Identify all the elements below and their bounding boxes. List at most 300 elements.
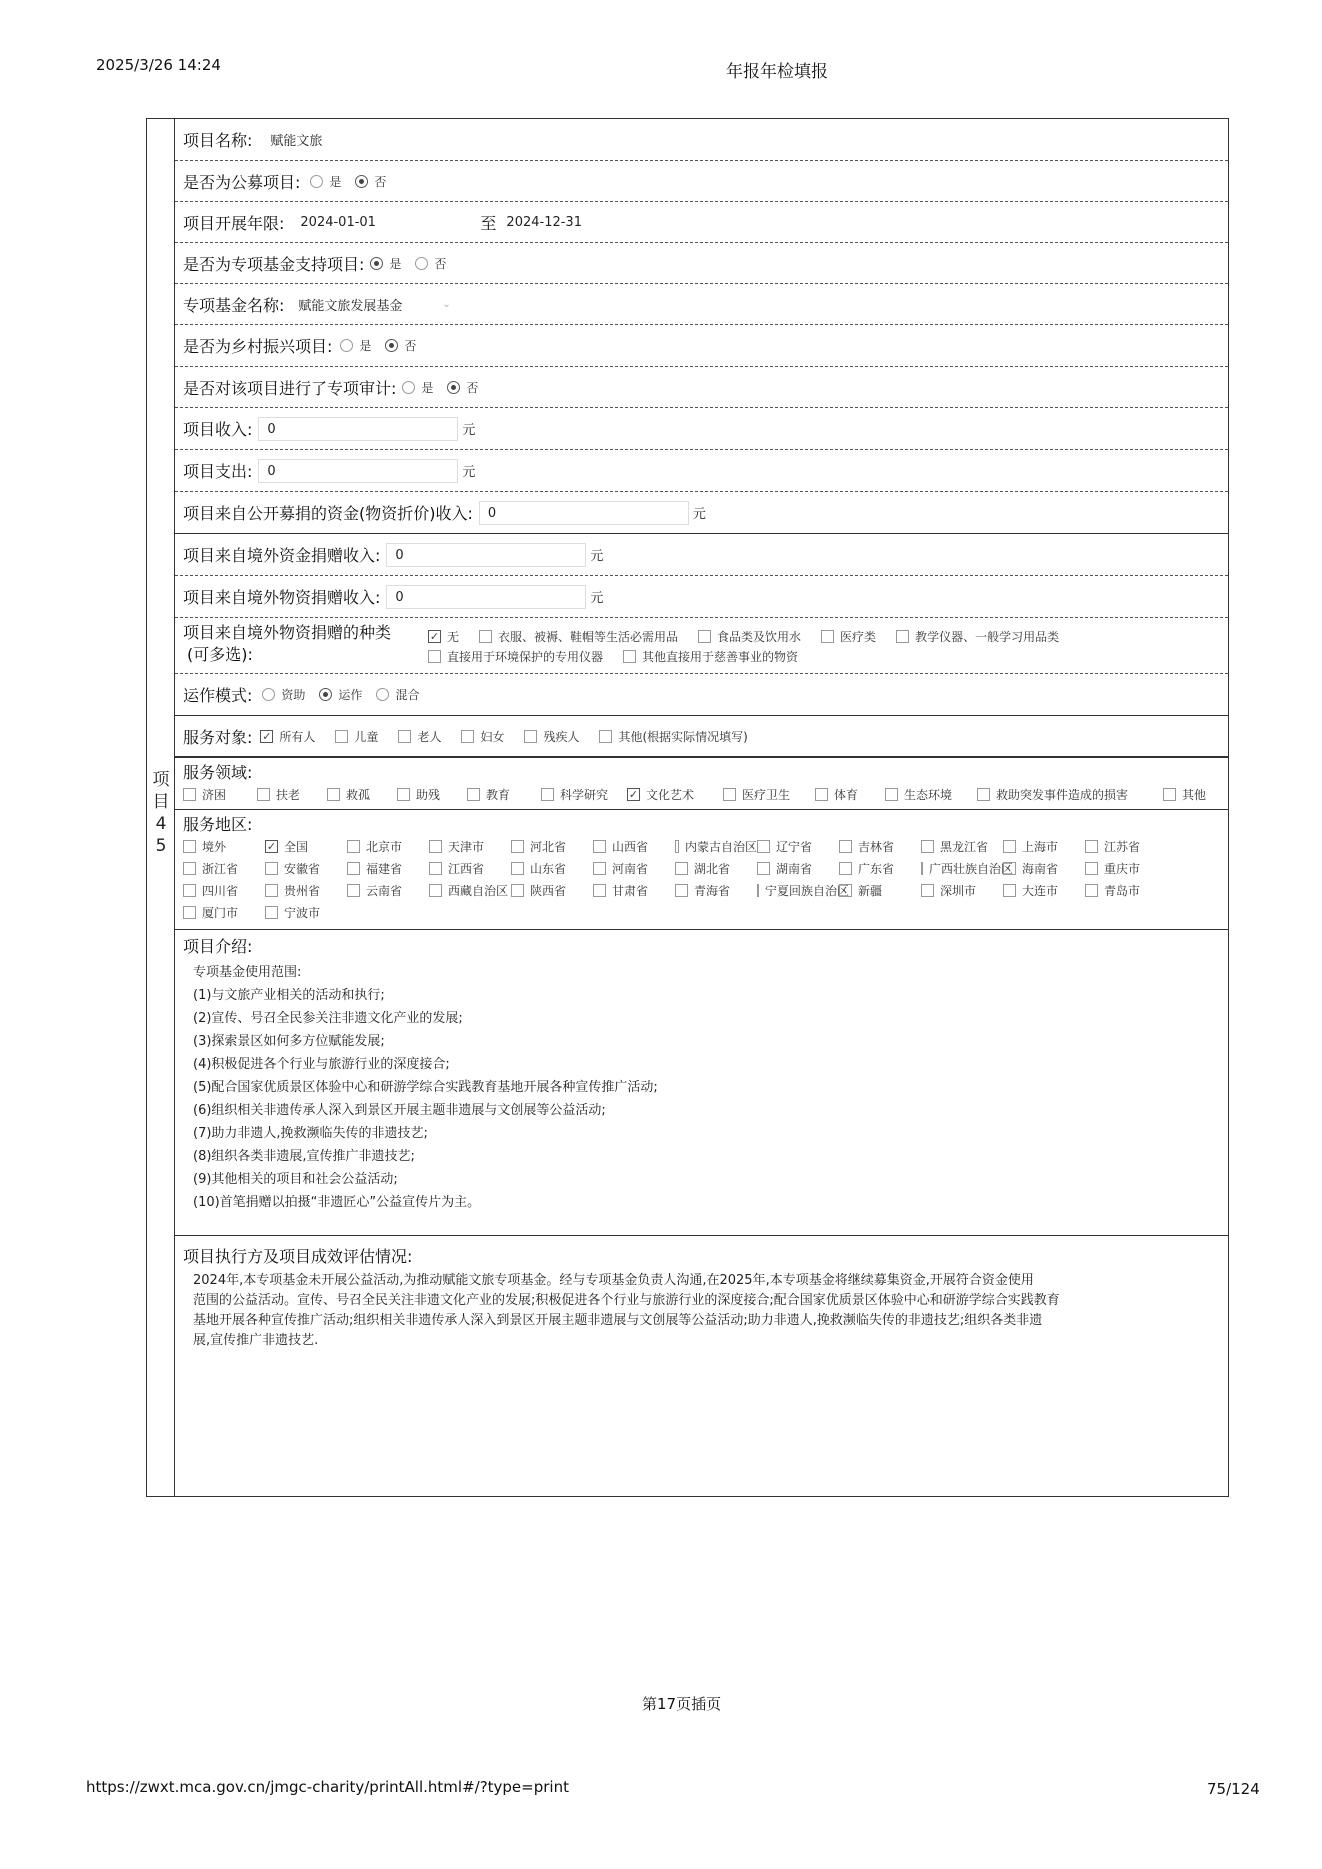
service-region-option[interactable] bbox=[1085, 860, 1167, 877]
option-text: 安徽省 bbox=[284, 861, 321, 876]
row-special-fund-support bbox=[175, 243, 1228, 284]
side-label bbox=[147, 769, 175, 857]
rural-revitalization-no[interactable] bbox=[385, 337, 416, 354]
option-text: 河南省 bbox=[612, 861, 649, 876]
service-region-option[interactable] bbox=[511, 860, 593, 877]
introduction-line: (4)积极促进各个行业与旅游行业的深度接合; bbox=[193, 1057, 450, 1072]
service-region-option[interactable] bbox=[183, 882, 265, 899]
checkbox-icon bbox=[593, 862, 606, 875]
service-region-option[interactable] bbox=[839, 860, 921, 877]
option-text: 教育 bbox=[486, 788, 511, 802]
goods-type-option[interactable] bbox=[428, 628, 459, 645]
checkbox-icon bbox=[896, 630, 909, 643]
option-text: 否 bbox=[466, 380, 479, 395]
expense-label: 项目支出: bbox=[183, 462, 253, 481]
service-regions-options bbox=[183, 835, 1228, 923]
service-field-option[interactable] bbox=[723, 786, 815, 803]
option-text: 科学研究 bbox=[560, 788, 609, 802]
checkbox-checked-icon: ✓ bbox=[628, 788, 639, 801]
service-region-option[interactable] bbox=[265, 838, 347, 855]
option-text: 其他(根据实际情况填写) bbox=[618, 729, 748, 744]
checkbox-icon bbox=[398, 730, 411, 743]
checkbox-icon bbox=[593, 884, 606, 897]
service-field-option[interactable] bbox=[885, 786, 977, 803]
checkbox-icon bbox=[397, 788, 410, 801]
checkbox-icon bbox=[347, 840, 360, 853]
special-fund-name-label: 专项基金名称: bbox=[183, 295, 285, 315]
service-region-option[interactable] bbox=[757, 838, 839, 855]
checkbox-icon bbox=[675, 862, 688, 875]
service-region-option[interactable] bbox=[839, 882, 921, 899]
service-target-option[interactable] bbox=[260, 728, 315, 745]
checkbox-icon bbox=[524, 730, 537, 743]
service-fields-options bbox=[183, 786, 1228, 803]
service-region-option[interactable] bbox=[429, 882, 511, 899]
checkbox-icon bbox=[429, 840, 442, 853]
checkbox-icon bbox=[1085, 840, 1098, 853]
option-text: 否 bbox=[404, 339, 417, 353]
option-text: 湖南省 bbox=[776, 861, 813, 876]
option-text: 救助突发事件造成的损害 bbox=[996, 788, 1129, 802]
service-region-option[interactable] bbox=[1003, 838, 1085, 855]
option-text: 内蒙古自治区 bbox=[684, 839, 757, 854]
row-overseas-goods-income bbox=[175, 576, 1228, 618]
checkbox-icon bbox=[757, 862, 770, 875]
row-special-fund-name bbox=[175, 284, 1228, 325]
service-field-option[interactable] bbox=[627, 786, 723, 803]
service-regions-label: 服务地区: bbox=[183, 815, 253, 834]
option-text: 衣服、被褥、鞋帽等生活必需用品 bbox=[498, 629, 679, 644]
option-text: 是 bbox=[389, 256, 402, 271]
checkbox-checked-icon: ✓ bbox=[262, 729, 272, 743]
option-text: 江西省 bbox=[448, 861, 485, 876]
service-region-option[interactable] bbox=[757, 882, 850, 899]
checkbox-icon bbox=[821, 630, 834, 643]
service-region-option[interactable] bbox=[183, 904, 265, 921]
footer-page-number: 75/124 bbox=[1207, 1780, 1260, 1798]
checkbox-icon bbox=[1085, 884, 1098, 897]
option-text: 广西壮族自治区 bbox=[929, 861, 1014, 876]
checkbox-icon bbox=[265, 906, 278, 919]
service-region-option[interactable] bbox=[757, 860, 839, 877]
radio-checked-icon bbox=[385, 339, 398, 352]
option-text: 西藏自治区 bbox=[448, 883, 509, 898]
row-period bbox=[175, 202, 1228, 243]
service-region-option[interactable] bbox=[429, 860, 511, 877]
rural-revitalization-yes[interactable] bbox=[340, 337, 371, 354]
checkbox-icon bbox=[265, 884, 278, 897]
income-label: 项目收入: bbox=[183, 420, 253, 439]
service-field-option[interactable] bbox=[977, 786, 1163, 803]
option-text: 无 bbox=[447, 629, 460, 644]
checkbox-icon bbox=[839, 862, 852, 875]
checkbox-icon bbox=[977, 788, 990, 801]
option-text: 甘肃省 bbox=[612, 883, 649, 898]
checkbox-icon bbox=[921, 840, 934, 853]
radio-checked-icon bbox=[319, 688, 332, 701]
checkbox-checked-icon: ✓ bbox=[429, 629, 440, 643]
option-text: 否 bbox=[434, 256, 447, 271]
option-text: 云南省 bbox=[366, 883, 403, 898]
radio-checked-icon bbox=[370, 257, 383, 270]
service-targets-label: 服务对象: bbox=[183, 727, 253, 747]
checkbox-icon bbox=[757, 840, 770, 853]
expense-input[interactable]: 0 bbox=[258, 459, 458, 483]
option-text: 其他 bbox=[1182, 788, 1207, 802]
checkbox-icon bbox=[347, 884, 360, 897]
evaluation-label: 项目执行方及项目成效评估情况: bbox=[183, 1247, 413, 1266]
option-text: 否 bbox=[374, 174, 387, 189]
service-region-option[interactable] bbox=[511, 882, 593, 899]
project-name-label: 项目名称: bbox=[183, 131, 253, 150]
special-audit-label: 是否对该项目进行了专项审计: bbox=[183, 378, 397, 398]
period-label: 项目开展年限: bbox=[183, 213, 285, 233]
service-region-option[interactable] bbox=[1085, 838, 1167, 855]
option-text: 扶老 bbox=[276, 788, 301, 802]
option-text: 厦门市 bbox=[202, 905, 239, 920]
option-text: 残疾人 bbox=[543, 729, 580, 744]
goods-options-line1 bbox=[428, 626, 1079, 646]
row-special-audit bbox=[175, 367, 1228, 408]
introduction-line: (5)配合国家优质景区体验中心和研游学综合实践教育基地开展各种宣传推广活动; bbox=[193, 1080, 658, 1095]
introduction-line: (10)首笔捐赠以拍摄“非遗匠心”公益宣传片为主。 bbox=[193, 1195, 481, 1210]
row-public-fundraising bbox=[175, 161, 1228, 202]
checkbox-icon bbox=[675, 840, 679, 853]
goods-type-option[interactable] bbox=[821, 628, 876, 645]
service-region-option[interactable] bbox=[593, 860, 675, 877]
checkbox-icon bbox=[511, 884, 524, 897]
checkbox-icon bbox=[593, 840, 606, 853]
income-input[interactable]: 0 bbox=[258, 417, 458, 441]
service-field-option[interactable] bbox=[467, 786, 541, 803]
checkbox-icon bbox=[1085, 862, 1098, 875]
service-region-option[interactable] bbox=[675, 860, 757, 877]
option-text: 贵州省 bbox=[284, 883, 321, 898]
public-fundraising-yes[interactable] bbox=[310, 173, 341, 190]
option-text: 上海市 bbox=[1022, 839, 1059, 854]
option-text: 大连市 bbox=[1022, 883, 1059, 898]
option-text: 救孤 bbox=[346, 788, 371, 802]
service-region-option[interactable] bbox=[265, 882, 347, 899]
overseas-goods-types-label bbox=[183, 622, 428, 666]
service-field-option[interactable] bbox=[397, 786, 467, 803]
checkbox-icon bbox=[1003, 862, 1016, 875]
option-text: 直接用于环境保护的专用仪器 bbox=[447, 649, 604, 664]
option-text: 文化艺术 bbox=[646, 788, 695, 802]
service-region-option[interactable] bbox=[1003, 882, 1085, 899]
row-evaluation bbox=[175, 1236, 1228, 1516]
row-operation-mode bbox=[175, 674, 1228, 716]
overseas-fund-income-unit: 元 bbox=[590, 549, 604, 564]
public-donation-income-input[interactable]: 0 bbox=[479, 501, 689, 525]
option-text: 体育 bbox=[834, 788, 859, 802]
introduction-line: (8)组织各类非遗展,宣传推广非遗技艺; bbox=[193, 1149, 415, 1164]
form-rows bbox=[175, 119, 1228, 1516]
service-field-option[interactable] bbox=[327, 786, 397, 803]
checkbox-icon bbox=[335, 730, 348, 743]
option-text: 教学仪器、一般学习用品类 bbox=[915, 629, 1060, 644]
footer-url: https://zwxt.mca.gov.cn/jmgc-charity/printAll.html#/?type=print bbox=[86, 1778, 569, 1796]
checkbox-icon bbox=[511, 862, 524, 875]
service-target-option[interactable] bbox=[524, 728, 579, 745]
row-public-donation-income bbox=[175, 492, 1228, 534]
option-text: 境外 bbox=[202, 839, 227, 854]
checkbox-icon bbox=[428, 650, 441, 663]
option-text: 济困 bbox=[202, 788, 227, 802]
overseas-goods-income-input[interactable]: 0 bbox=[386, 585, 586, 609]
checkbox-icon bbox=[1163, 788, 1176, 801]
service-region-option[interactable] bbox=[839, 838, 921, 855]
option-text: 青海省 bbox=[694, 883, 731, 898]
special-audit-yes[interactable] bbox=[402, 379, 433, 396]
option-text: 青岛市 bbox=[1104, 883, 1141, 898]
region-row bbox=[183, 835, 1228, 857]
option-text: 是 bbox=[421, 380, 434, 395]
row-service-targets bbox=[175, 716, 1228, 758]
service-region-option[interactable] bbox=[921, 860, 1014, 877]
service-region-option[interactable] bbox=[1085, 882, 1167, 899]
checkbox-icon bbox=[183, 884, 196, 897]
checkbox-checked-icon: ✓ bbox=[266, 839, 277, 853]
overseas-fund-income-input[interactable]: 0 bbox=[386, 543, 586, 567]
goods-type-option[interactable] bbox=[698, 628, 801, 645]
option-text: 儿童 bbox=[354, 729, 379, 744]
checkbox-icon bbox=[327, 788, 340, 801]
option-text: 宁波市 bbox=[284, 905, 321, 920]
service-region-option[interactable] bbox=[183, 860, 265, 877]
evaluation-line: 展,宣传推广非遗技艺. bbox=[193, 1333, 319, 1348]
goods-type-option[interactable] bbox=[896, 628, 1059, 645]
special-fund-support-no[interactable] bbox=[415, 255, 446, 272]
evaluation-line: 范围的公益活动。宣传、号召全民关注非遗文化产业的发展;积极促进各个行业与旅游行业的深度接合;配合国家优质景区体验中心和研游学综合实践教育 bbox=[193, 1293, 1060, 1308]
operation-mode-option[interactable] bbox=[319, 686, 362, 703]
option-text: 广东省 bbox=[858, 861, 895, 876]
side-label-text: 项目45 bbox=[152, 770, 170, 856]
service-region-option[interactable] bbox=[183, 838, 265, 855]
service-region-option[interactable] bbox=[429, 838, 511, 855]
row-overseas-goods-types bbox=[175, 618, 1228, 674]
option-text: 山东省 bbox=[530, 861, 567, 876]
special-fund-name-value[interactable]: 赋能文旅发展基金 bbox=[298, 298, 403, 314]
evaluation-line: 基地开展各种宣传推广活动;组织相关非遗传承人深入到景区开展主题非遗展与文创展等公益活动;助力非遗人,挽救濒临失传的非遗技艺;组织各类非遗 bbox=[193, 1313, 1043, 1328]
option-text: 河北省 bbox=[530, 839, 567, 854]
checkbox-icon bbox=[461, 730, 474, 743]
period-end: 2024-12-31 bbox=[506, 214, 582, 230]
radio-icon bbox=[310, 175, 323, 188]
service-region-option[interactable] bbox=[265, 860, 347, 877]
option-text: 老人 bbox=[417, 729, 442, 744]
checkbox-icon bbox=[1003, 840, 1016, 853]
overseas-goods-types-label-line1: 项目来自境外物资捐赠的种类 bbox=[183, 623, 392, 642]
service-region-option[interactable] bbox=[511, 838, 593, 855]
special-audit-no[interactable] bbox=[447, 379, 478, 396]
option-text: 山西省 bbox=[612, 839, 649, 854]
row-overseas-fund-income bbox=[175, 534, 1228, 576]
row-service-regions bbox=[175, 810, 1228, 930]
option-text: 生态环境 bbox=[904, 788, 953, 802]
evaluation-text bbox=[183, 1271, 1228, 1351]
row-rural-revitalization bbox=[175, 325, 1228, 367]
insert-page-label: 第17页插页 bbox=[642, 1695, 722, 1713]
checkbox-icon bbox=[429, 884, 442, 897]
option-text: 宁夏回族自治区 bbox=[765, 883, 850, 898]
service-region-option[interactable] bbox=[347, 882, 429, 899]
goods-type-option[interactable] bbox=[428, 648, 603, 665]
region-row bbox=[183, 879, 1228, 901]
checkbox-icon bbox=[623, 650, 636, 663]
option-text: 湖北省 bbox=[694, 861, 731, 876]
service-targets-options bbox=[260, 728, 767, 745]
checkbox-icon bbox=[183, 840, 196, 853]
option-text: 深圳市 bbox=[940, 883, 977, 898]
service-region-option[interactable] bbox=[265, 904, 347, 921]
region-row bbox=[183, 901, 1228, 923]
checkbox-icon bbox=[885, 788, 898, 801]
public-donation-income-label: 项目来自公开募捐的资金(物资折价)收入: bbox=[183, 504, 473, 523]
option-text: 北京市 bbox=[366, 839, 403, 854]
checkbox-icon bbox=[757, 884, 759, 897]
service-field-option[interactable] bbox=[183, 786, 257, 803]
checkbox-icon bbox=[599, 730, 612, 743]
service-region-option[interactable] bbox=[347, 838, 429, 855]
overseas-goods-income-unit: 元 bbox=[590, 591, 604, 606]
checkbox-icon bbox=[183, 906, 196, 919]
chevron-down-icon[interactable]: ⌄ bbox=[442, 298, 451, 310]
checkbox-icon bbox=[257, 788, 270, 801]
service-region-option[interactable] bbox=[1003, 860, 1085, 877]
operation-mode-option[interactable] bbox=[262, 686, 305, 703]
income-unit: 元 bbox=[462, 423, 476, 438]
row-service-fields bbox=[175, 758, 1228, 810]
option-text: 重庆市 bbox=[1104, 861, 1141, 876]
radio-icon bbox=[340, 339, 353, 352]
checkbox-icon bbox=[511, 840, 524, 853]
checkbox-icon bbox=[723, 788, 736, 801]
overseas-goods-income-label: 项目来自境外物资捐赠收入: bbox=[183, 588, 381, 607]
introduction-line: (1)与文旅产业相关的活动和执行; bbox=[193, 988, 385, 1003]
checkbox-icon bbox=[467, 788, 480, 801]
checkbox-icon bbox=[1003, 884, 1016, 897]
checkbox-icon bbox=[921, 862, 923, 875]
page-title: 年报年检填报 bbox=[726, 62, 828, 82]
service-target-option[interactable] bbox=[599, 728, 747, 745]
option-text: 新疆 bbox=[858, 883, 883, 898]
introduction-line: (7)助力非遗人,挽救濒临失传的非遗技艺; bbox=[193, 1126, 428, 1141]
checkbox-icon bbox=[183, 862, 196, 875]
period-start: 2024-01-01 bbox=[300, 214, 376, 230]
option-text: 运作 bbox=[338, 688, 363, 702]
service-target-option[interactable] bbox=[398, 728, 441, 745]
service-region-option[interactable] bbox=[347, 860, 429, 877]
option-text: 浙江省 bbox=[202, 861, 239, 876]
public-fundraising-label: 是否为公募项目: bbox=[183, 172, 301, 192]
radio-icon bbox=[415, 257, 428, 270]
operation-mode-label: 运作模式: bbox=[183, 686, 253, 705]
rural-revitalization-label: 是否为乡村振兴项目: bbox=[183, 337, 333, 356]
service-field-option[interactable] bbox=[815, 786, 885, 803]
service-target-option[interactable] bbox=[335, 728, 378, 745]
service-field-option[interactable] bbox=[541, 786, 627, 803]
service-region-option[interactable] bbox=[593, 882, 675, 899]
checkbox-icon bbox=[429, 862, 442, 875]
option-text: 食品类及饮用水 bbox=[717, 629, 802, 644]
checkbox-icon bbox=[265, 862, 278, 875]
service-region-option[interactable] bbox=[675, 882, 757, 899]
service-region-option[interactable] bbox=[675, 838, 757, 855]
special-fund-support-label: 是否为专项基金支持项目: bbox=[183, 254, 365, 274]
option-text: 资助 bbox=[281, 688, 306, 702]
option-text: 海南省 bbox=[1022, 861, 1059, 876]
checkbox-icon bbox=[815, 788, 828, 801]
service-fields-label: 服务领域: bbox=[183, 763, 253, 782]
option-text: 医疗类 bbox=[840, 629, 877, 644]
checkbox-icon bbox=[839, 840, 852, 853]
goods-type-option[interactable] bbox=[623, 648, 798, 665]
service-field-option[interactable] bbox=[257, 786, 327, 803]
radio-checked-icon bbox=[355, 175, 368, 188]
introduction-line: (6)组织相关非遗传承人深入到景区开展主题非遗展与文创展等公益活动; bbox=[193, 1103, 606, 1118]
print-datetime: 2025/3/26 14:24 bbox=[96, 56, 221, 74]
operation-mode-option[interactable] bbox=[376, 686, 419, 703]
operation-mode-options bbox=[262, 686, 433, 703]
option-text: 助残 bbox=[416, 788, 441, 802]
service-region-option[interactable] bbox=[921, 838, 1003, 855]
row-project-name bbox=[175, 119, 1228, 161]
row-income bbox=[175, 408, 1228, 450]
checkbox-icon bbox=[921, 884, 934, 897]
option-text: 全国 bbox=[284, 839, 309, 854]
overseas-fund-income-label: 项目来自境外资金捐赠收入: bbox=[183, 546, 381, 565]
introduction-line: (9)其他相关的项目和社会公益活动; bbox=[193, 1172, 398, 1187]
evaluation-line: 2024年,本专项基金未开展公益活动,为推动赋能文旅专项基金。经与专项基金负责人沟通,在2025年,本专项基金将继续募集资金,开展符合资金使用 bbox=[193, 1273, 1034, 1288]
option-text: 福建省 bbox=[366, 861, 403, 876]
introduction-line: (3)探索景区如何多方位赋能发展; bbox=[193, 1034, 385, 1049]
radio-checked-icon bbox=[447, 381, 460, 394]
radio-icon bbox=[376, 688, 389, 701]
option-text: 是 bbox=[329, 174, 342, 189]
option-text: 辽宁省 bbox=[776, 839, 813, 854]
checkbox-icon bbox=[479, 630, 492, 643]
expense-unit: 元 bbox=[462, 465, 476, 480]
public-fundraising-no[interactable] bbox=[355, 173, 386, 190]
service-region-option[interactable] bbox=[593, 838, 675, 855]
goods-type-option[interactable] bbox=[479, 628, 678, 645]
service-field-option[interactable] bbox=[1163, 786, 1223, 803]
checkbox-icon bbox=[675, 884, 688, 897]
service-region-option[interactable] bbox=[921, 882, 1003, 899]
project-name-value: 赋能文旅 bbox=[270, 134, 323, 149]
service-target-option[interactable] bbox=[461, 728, 504, 745]
option-text: 四川省 bbox=[202, 883, 239, 898]
overseas-goods-types-options bbox=[428, 626, 1079, 666]
option-text: 天津市 bbox=[448, 839, 485, 854]
option-text: 是 bbox=[359, 339, 372, 353]
introduction-text bbox=[183, 961, 1228, 1214]
period-to: 至 bbox=[480, 213, 497, 233]
option-text: 陕西省 bbox=[530, 883, 567, 898]
project-form bbox=[146, 118, 1229, 1497]
introduction-label: 项目介绍: bbox=[183, 937, 253, 956]
checkbox-icon bbox=[183, 788, 196, 801]
special-fund-support-yes[interactable] bbox=[370, 255, 401, 272]
option-text: 其他直接用于慈善事业的物资 bbox=[642, 649, 799, 664]
option-text: 妇女 bbox=[480, 729, 505, 744]
row-introduction bbox=[175, 930, 1228, 1236]
checkbox-icon bbox=[541, 788, 554, 801]
option-text: 混合 bbox=[395, 688, 420, 702]
introduction-line: 专项基金使用范围: bbox=[193, 965, 302, 980]
introduction-line: (2)宣传、号召全民参关注非遗文化产业的发展; bbox=[193, 1011, 463, 1026]
